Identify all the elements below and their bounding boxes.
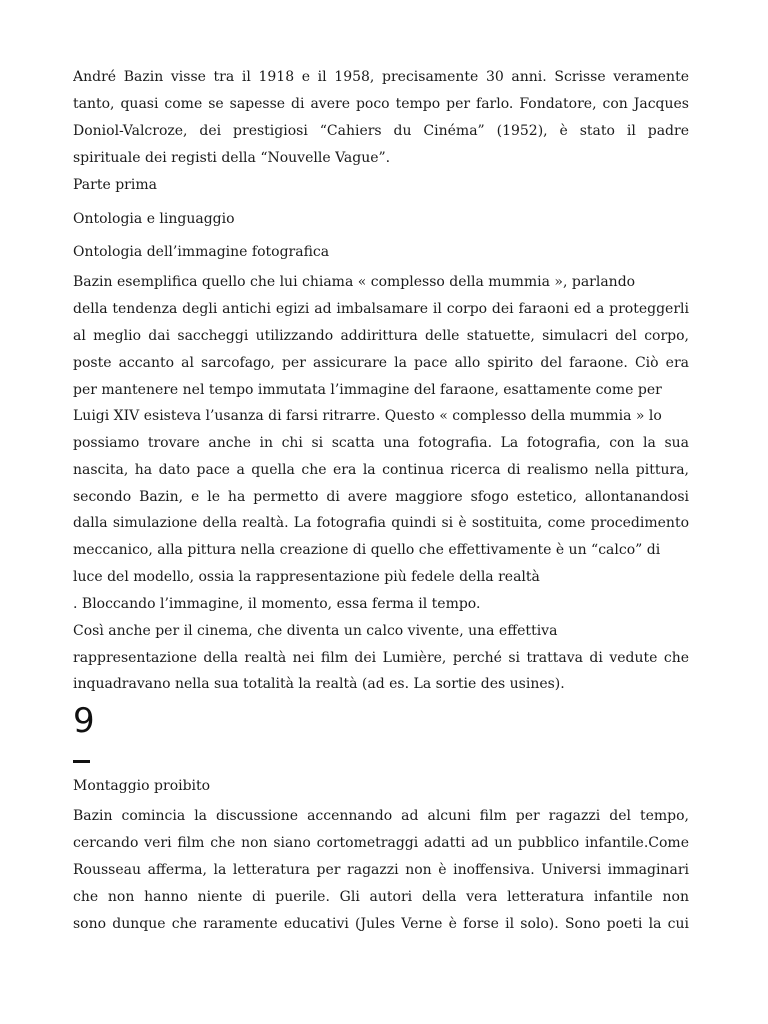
- divider-rule: [73, 760, 90, 763]
- body-line: Bazin esemplifica quello che lui chiama « complesso della mummia », parlando: [73, 274, 636, 290]
- body-line: Così anche per il cinema, che diventa un calco vivente, una effettiva: [73, 623, 558, 639]
- chapter2-title: Montaggio proibito: [73, 778, 211, 794]
- body-line: luce del modello, ossia la rappresentazione più fedele della realtà: [73, 569, 540, 585]
- body-line: della tendenza degli antichi egizi ad imbalsamare il corpo dei faraoni ed a proteggerli: [73, 301, 689, 317]
- body-line: dalla simulazione della realtà. La fotografia quindi si è sostituita, come procedimento: [73, 515, 689, 531]
- body-line: Rousseau afferma, la letteratura per ragazzi non è inoffensiva. Universi immaginari: [73, 862, 689, 878]
- body-line: cercando veri film che non siano cortometraggi adatti ad un pubblico infantile.Come: [73, 835, 689, 851]
- body-line: poste accanto al sarcofago, per assicurare la pace allo spirito del faraone. Ciò era: [73, 355, 689, 371]
- body-line: rappresentazione della realtà nei film dei Lumière, perché si trattava di vedute che: [73, 650, 689, 666]
- section-title: Ontologia e linguaggio: [73, 211, 235, 227]
- body-line: inquadravano nella sua totalità la realtà (ad es. La sortie des usines).: [73, 676, 565, 692]
- intro-line: spirituale dei registi della “Nouvelle Vague”.: [73, 150, 391, 166]
- body-line: Luigi XIV esisteva l’usanza di farsi ritrarre. Questo « complesso della mummia » lo: [73, 408, 662, 424]
- chapter-title: Ontologia dell’immagine fotografica: [73, 244, 330, 260]
- body-line: per mantenere nel tempo immutata l’immagine del faraone, esattamente come per: [73, 382, 662, 398]
- body-line: sono dunque che raramente educativi (Jules Verne è forse il solo). Sono poeti la cui: [73, 916, 689, 932]
- intro-line: Doniol-Valcroze, dei prestigiosi “Cahiers du Cinéma” (1952), è stato il padre: [73, 123, 689, 139]
- part-title: Parte prima: [73, 177, 157, 193]
- body-line: che non hanno niente di puerile. Gli autori della vera letteratura infantile non: [73, 889, 689, 905]
- body-line: possiamo trovare anche in chi si scatta una fotografia. La fotografia, con la sua: [73, 435, 689, 451]
- intro-line: André Bazin visse tra il 1918 e il 1958, precisamente 30 anni. Scrisse veramente: [73, 69, 689, 85]
- body-line: meccanico, alla pittura nella creazione di quello che effettivamente è un “calco” di: [73, 542, 661, 558]
- body-line: secondo Bazin, e le ha permetto di avere maggiore sfogo estetico, allontanandosi: [73, 489, 689, 505]
- page-number: 9: [73, 701, 95, 741]
- body-line: . Bloccando l’immagine, il momento, essa ferma il tempo.: [73, 596, 481, 612]
- body-line: al meglio dai saccheggi utilizzando addirittura delle statuette, simulacri del corpo,: [73, 328, 689, 344]
- body-line: nascita, ha dato pace a quella che era la continua ricerca di realismo nella pittura,: [73, 462, 689, 478]
- intro-line: tanto, quasi come se sapesse di avere poco tempo per farlo. Fondatore, con Jacques: [73, 96, 689, 112]
- body-line: Bazin comincia la discussione accennando ad alcuni film per ragazzi del tempo,: [73, 808, 689, 824]
